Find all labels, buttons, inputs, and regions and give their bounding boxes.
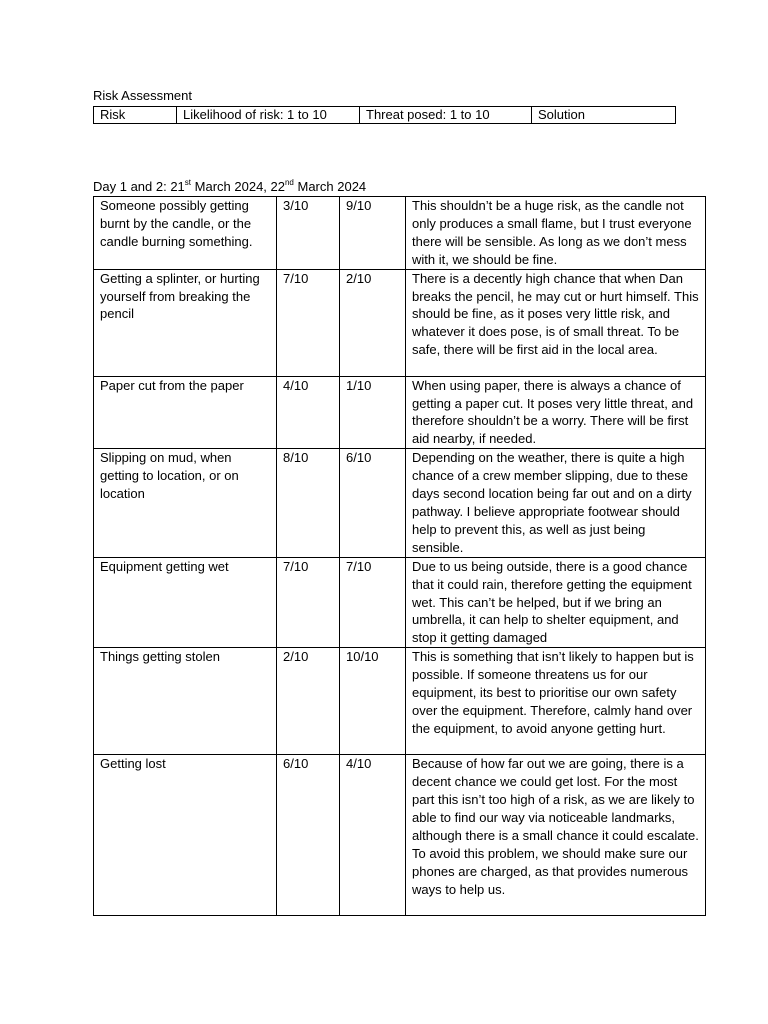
day-heading (93, 178, 366, 195)
table-row (94, 449, 706, 557)
table-row (94, 557, 706, 648)
day-heading-suffix: March 2024 (293, 179, 367, 194)
table-row (94, 376, 706, 449)
day-heading-sup-2: nd (284, 177, 294, 187)
header-cell-solution: Solution (532, 107, 676, 124)
day-heading-sup-1: st (184, 177, 192, 187)
risk-cell: Things getting stolen (94, 648, 277, 755)
threat-cell: 6/10 (340, 449, 406, 557)
risk-cell: Equipment getting wet (94, 557, 277, 648)
risk-cell: Getting lost (94, 755, 277, 916)
threat-cell: 7/10 (340, 557, 406, 648)
solution-cell: This is something that isn’t likely to happen but is possible. If someone threatens us for our equipment, its best to prioritise our own safety over the equipment. Therefore, calmly hand over the equipment, to avoid anyone getting hurt. (406, 648, 706, 755)
risk-table (93, 196, 706, 916)
document-title: Risk Assessment (93, 88, 192, 103)
threat-cell: 9/10 (340, 197, 406, 270)
risk-cell: Slipping on mud, when getting to location, or on location (94, 449, 277, 557)
header-table (93, 106, 676, 124)
solution-cell: Because of how far out we are going, there is a decent chance we could get lost. For the most part this isn’t too high of a risk, as we are likely to able to find our way via noticeable landmarks, although there is a small chance it could escalate. To avoid this problem, we should make sure our phones are charged, as that provides numerous ways to help us. (406, 755, 706, 916)
likelihood-cell: 4/10 (277, 376, 340, 449)
table-row (94, 269, 706, 376)
threat-cell: 10/10 (340, 648, 406, 755)
likelihood-cell: 7/10 (277, 269, 340, 376)
day-heading-middle: March 2024, 22 (191, 179, 285, 194)
solution-cell: This shouldn’t be a huge risk, as the candle not only produces a small flame, but I trust everyone there will be sensible. As long as we don’t mess with it, we should be fine. (406, 197, 706, 270)
risk-cell: Paper cut from the paper (94, 376, 277, 449)
likelihood-cell: 3/10 (277, 197, 340, 270)
threat-cell: 2/10 (340, 269, 406, 376)
header-row (94, 107, 676, 124)
solution-cell: Depending on the weather, there is quite a high chance of a crew member slipping, due to these days second location being far out and on a dirty pathway. I believe appropriate footwear should help to prevent this, as well as just being sensible. (406, 449, 706, 557)
header-cell-threat: Threat posed: 1 to 10 (360, 107, 532, 124)
table-row (94, 197, 706, 270)
header-cell-risk: Risk (94, 107, 177, 124)
likelihood-cell: 7/10 (277, 557, 340, 648)
likelihood-cell: 8/10 (277, 449, 340, 557)
risk-cell: Someone possibly getting burnt by the candle, or the candle burning something. (94, 197, 277, 270)
day-heading-prefix: Day 1 and 2: 21 (93, 179, 185, 194)
table-row (94, 648, 706, 755)
threat-cell: 1/10 (340, 376, 406, 449)
likelihood-cell: 6/10 (277, 755, 340, 916)
threat-cell: 4/10 (340, 755, 406, 916)
header-cell-likelihood: Likelihood of risk: 1 to 10 (177, 107, 360, 124)
table-row (94, 755, 706, 916)
likelihood-cell: 2/10 (277, 648, 340, 755)
solution-cell: There is a decently high chance that when Dan breaks the pencil, he may cut or hurt himself. This should be fine, as it poses very little risk, and whatever it does pose, is of small threat. To be safe, there will be first aid in the local area. (406, 269, 706, 376)
risk-cell: Getting a splinter, or hurting yourself from breaking the pencil (94, 269, 277, 376)
solution-cell: When using paper, there is always a chance of getting a paper cut. It poses very little threat, and therefore shouldn’t be a worry. There will be first aid nearby, if needed. (406, 376, 706, 449)
solution-cell: Due to us being outside, there is a good chance that it could rain, therefore getting the equipment wet. This can’t be helped, but if we bring an umbrella, it can help to shelter equipment, and stop it getting damaged (406, 557, 706, 648)
